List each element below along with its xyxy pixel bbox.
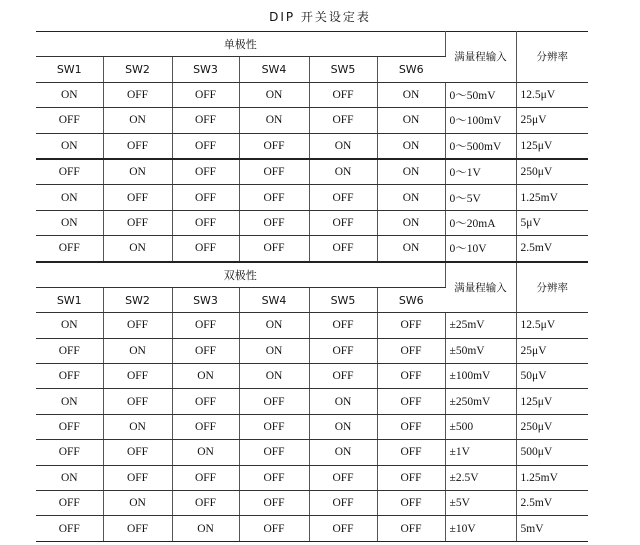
switch-state-sw5: ON — [309, 389, 377, 414]
switch-state-sw6: OFF — [377, 313, 445, 338]
bipolar-group-row — [36, 262, 588, 288]
bipolar-group-label: 双极性 — [36, 262, 445, 288]
switch-state-sw5: OFF — [309, 338, 377, 363]
switch-state-sw4: OFF — [239, 414, 309, 439]
table-title: DIP 开关设定表 — [269, 10, 371, 24]
switch-state-sw1: OFF — [36, 516, 103, 541]
switch-state-sw2: OFF — [103, 516, 172, 541]
switch-state-sw4: OFF — [239, 159, 309, 185]
switch-header-sw2: SW2 — [103, 287, 172, 312]
switch-state-sw3: ON — [172, 516, 239, 541]
switch-state-sw4: OFF — [239, 133, 309, 159]
switch-header-sw3: SW3 — [172, 287, 239, 312]
switch-state-sw3: OFF — [172, 82, 239, 107]
resolution-value: 5μV — [516, 210, 588, 235]
switch-state-sw6: ON — [377, 210, 445, 235]
switch-state-sw1: ON — [36, 389, 103, 414]
switch-state-sw3: OFF — [172, 210, 239, 235]
unipolar-group-row — [36, 32, 588, 57]
switch-state-sw2: ON — [103, 414, 172, 439]
switch-header-sw2: SW2 — [103, 57, 172, 82]
resolution-value: 125μV — [516, 389, 588, 414]
table-row — [36, 210, 588, 235]
switch-state-sw5: OFF — [309, 516, 377, 541]
full-scale-range: ±1V — [445, 440, 516, 465]
resolution-value: 500μV — [516, 440, 588, 465]
full-scale-range: ±2.5V — [445, 465, 516, 490]
switch-state-sw2: ON — [103, 159, 172, 185]
switch-state-sw6: ON — [377, 108, 445, 133]
switch-state-sw5: OFF — [309, 236, 377, 262]
resolution-value: 1.25mV — [516, 465, 588, 490]
resolution-value: 125μV — [516, 133, 588, 159]
table-row — [36, 364, 588, 389]
table-row — [36, 414, 588, 439]
switch-state-sw1: ON — [36, 82, 103, 107]
switch-state-sw2: OFF — [103, 313, 172, 338]
switch-state-sw1: ON — [36, 210, 103, 235]
table-row — [36, 465, 588, 490]
switch-state-sw5: ON — [309, 414, 377, 439]
switch-state-sw2: OFF — [103, 364, 172, 389]
resolution-value: 12.5μV — [516, 82, 588, 107]
resolution-value: 5mV — [516, 516, 588, 541]
switch-state-sw2: OFF — [103, 465, 172, 490]
switch-state-sw2: ON — [103, 491, 172, 516]
switch-state-sw5: OFF — [309, 313, 377, 338]
switch-state-sw2: OFF — [103, 210, 172, 235]
switch-state-sw2: OFF — [103, 82, 172, 107]
switch-state-sw6: ON — [377, 236, 445, 262]
switch-state-sw5: OFF — [309, 82, 377, 107]
switch-state-sw1: OFF — [36, 108, 103, 133]
switch-header-sw6: SW6 — [377, 287, 445, 312]
switch-state-sw5: OFF — [309, 108, 377, 133]
table-row — [36, 159, 588, 185]
switch-state-sw5: OFF — [309, 210, 377, 235]
switch-state-sw3: OFF — [172, 236, 239, 262]
switch-state-sw2: OFF — [103, 440, 172, 465]
resolution-value: 12.5μV — [516, 313, 588, 338]
full-scale-range: ±50mV — [445, 338, 516, 363]
switch-state-sw3: OFF — [172, 185, 239, 210]
switch-header-sw5: SW5 — [309, 57, 377, 82]
switch-state-sw6: OFF — [377, 364, 445, 389]
switch-state-sw4: ON — [239, 364, 309, 389]
table-body — [36, 32, 588, 542]
switch-state-sw1: OFF — [36, 491, 103, 516]
switch-header-sw1: SW1 — [36, 287, 103, 312]
resolution-value: 25μV — [516, 338, 588, 363]
full-scale-range: 0～1V — [445, 159, 516, 185]
switch-state-sw1: OFF — [36, 159, 103, 185]
switch-state-sw5: OFF — [309, 364, 377, 389]
switch-state-sw4: ON — [239, 82, 309, 107]
switch-state-sw6: OFF — [377, 389, 445, 414]
resolution-header: 分辨率 — [516, 262, 588, 313]
switch-state-sw4: OFF — [239, 389, 309, 414]
switch-state-sw2: OFF — [103, 133, 172, 159]
table-row — [36, 133, 588, 159]
switch-state-sw4: OFF — [239, 236, 309, 262]
table-row — [36, 516, 588, 541]
switch-state-sw1: ON — [36, 465, 103, 490]
switch-state-sw2: OFF — [103, 389, 172, 414]
table-row — [36, 236, 588, 262]
switch-state-sw4: ON — [239, 108, 309, 133]
switch-state-sw6: OFF — [377, 491, 445, 516]
switch-state-sw5: ON — [309, 440, 377, 465]
switch-state-sw3: OFF — [172, 313, 239, 338]
table-row — [36, 389, 588, 414]
full-scale-range: 0～20mA — [445, 210, 516, 235]
switch-state-sw6: OFF — [377, 414, 445, 439]
switch-state-sw1: OFF — [36, 338, 103, 363]
switch-state-sw6: OFF — [377, 338, 445, 363]
switch-state-sw2: OFF — [103, 185, 172, 210]
switch-state-sw1: OFF — [36, 440, 103, 465]
switch-state-sw6: ON — [377, 159, 445, 185]
switch-state-sw5: ON — [309, 133, 377, 159]
switch-state-sw3: OFF — [172, 389, 239, 414]
switch-state-sw4: OFF — [239, 210, 309, 235]
switch-state-sw3: ON — [172, 440, 239, 465]
table-row — [36, 440, 588, 465]
switch-state-sw3: OFF — [172, 108, 239, 133]
switch-state-sw4: ON — [239, 313, 309, 338]
switch-state-sw1: OFF — [36, 236, 103, 262]
switch-state-sw4: OFF — [239, 465, 309, 490]
switch-state-sw6: OFF — [377, 516, 445, 541]
table-row — [36, 338, 588, 363]
switch-header-sw5: SW5 — [309, 287, 377, 312]
switch-state-sw1: ON — [36, 313, 103, 338]
switch-state-sw5: OFF — [309, 465, 377, 490]
switch-state-sw6: ON — [377, 185, 445, 210]
switch-state-sw2: ON — [103, 338, 172, 363]
full-scale-input-header: 满量程输入 — [445, 262, 516, 313]
switch-state-sw4: OFF — [239, 491, 309, 516]
switch-state-sw4: ON — [239, 338, 309, 363]
switch-state-sw1: OFF — [36, 364, 103, 389]
switch-state-sw3: OFF — [172, 338, 239, 363]
full-scale-range: ±10V — [445, 516, 516, 541]
resolution-value: 2.5mV — [516, 491, 588, 516]
switch-state-sw5: OFF — [309, 491, 377, 516]
switch-header-sw4: SW4 — [239, 57, 309, 82]
resolution-value: 1.25mV — [516, 185, 588, 210]
resolution-value: 2.5mV — [516, 236, 588, 262]
full-scale-range: ±25mV — [445, 313, 516, 338]
full-scale-range: 0～50mV — [445, 82, 516, 107]
full-scale-range: 0～5V — [445, 185, 516, 210]
switch-state-sw5: OFF — [309, 185, 377, 210]
table-row — [36, 491, 588, 516]
switch-state-sw3: ON — [172, 364, 239, 389]
table-row — [36, 313, 588, 338]
table-row — [36, 108, 588, 133]
switch-state-sw6: OFF — [377, 465, 445, 490]
switch-state-sw4: OFF — [239, 516, 309, 541]
switch-header-sw3: SW3 — [172, 57, 239, 82]
full-scale-input-header: 满量程输入 — [445, 32, 516, 83]
switch-state-sw6: ON — [377, 133, 445, 159]
table-row — [36, 82, 588, 107]
resolution-header: 分辨率 — [516, 32, 588, 83]
switch-state-sw1: OFF — [36, 414, 103, 439]
unipolar-group-label: 单极性 — [36, 32, 445, 57]
switch-state-sw6: ON — [377, 82, 445, 107]
switch-state-sw4: OFF — [239, 185, 309, 210]
switch-state-sw2: ON — [103, 236, 172, 262]
switch-state-sw4: OFF — [239, 440, 309, 465]
full-scale-range: 0～10V — [445, 236, 516, 262]
switch-state-sw3: OFF — [172, 414, 239, 439]
dip-switch-table — [36, 31, 588, 542]
full-scale-range: ±250mV — [445, 389, 516, 414]
switch-state-sw2: ON — [103, 108, 172, 133]
resolution-value: 250μV — [516, 159, 588, 185]
full-scale-range: 0～500mV — [445, 133, 516, 159]
switch-state-sw6: OFF — [377, 440, 445, 465]
full-scale-range: 0～100mV — [445, 108, 516, 133]
resolution-value: 50μV — [516, 364, 588, 389]
switch-state-sw3: OFF — [172, 133, 239, 159]
switch-state-sw3: OFF — [172, 465, 239, 490]
switch-header-sw4: SW4 — [239, 287, 309, 312]
full-scale-range: ±500 — [445, 414, 516, 439]
resolution-value: 250μV — [516, 414, 588, 439]
switch-header-sw1: SW1 — [36, 57, 103, 82]
full-scale-range: ±100mV — [445, 364, 516, 389]
switch-header-sw6: SW6 — [377, 57, 445, 82]
switch-state-sw5: ON — [309, 159, 377, 185]
switch-state-sw3: OFF — [172, 159, 239, 185]
switch-state-sw1: ON — [36, 185, 103, 210]
switch-state-sw3: OFF — [172, 491, 239, 516]
table-row — [36, 185, 588, 210]
resolution-value: 25μV — [516, 108, 588, 133]
full-scale-range: ±5V — [445, 491, 516, 516]
switch-state-sw1: ON — [36, 133, 103, 159]
